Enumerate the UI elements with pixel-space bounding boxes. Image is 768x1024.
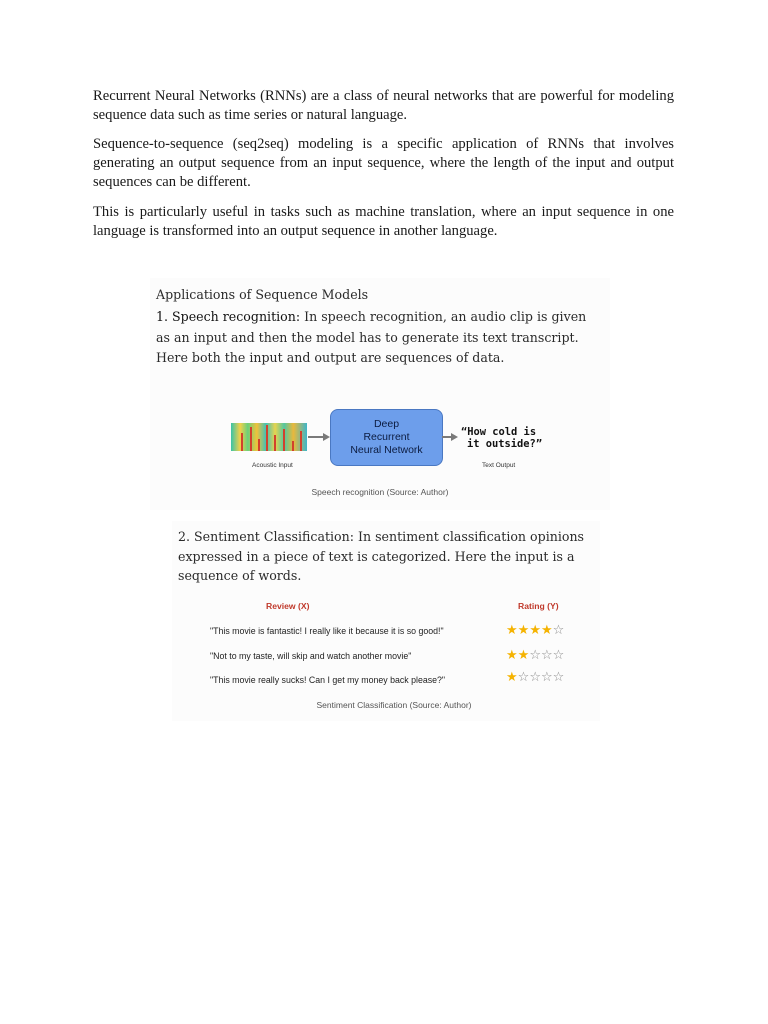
sentiment-classification-figure [172,521,600,721]
review-column-header: Review (X) [266,601,310,611]
body-paragraph-1: Recurrent Neural Networks (RNNs) are a class of neural networks that are powerful for modeling sequence data such as time series or natural language. [93,88,674,123]
star-filled-icon: ★ [506,670,518,685]
rating-column-header: Rating (Y) [518,601,559,611]
acoustic-input-label: Acoustic Input [252,462,293,469]
star-empty-icon: ☆ [529,648,541,663]
figure-caption: Speech recognition (Source: Author) [311,487,449,497]
rating-stars-3 [506,671,564,685]
text-output-label: Text Output [482,462,516,469]
sentiment-text: 2. Sentiment Classification: In sentiment classification opinions expressed in a piece of text is categorized. Here the input is a sequence of words. [178,529,585,583]
figure-title: Applications of Sequence Models [156,287,369,302]
star-filled-icon: ★ [540,623,553,638]
review-row-1: "This movie is fantastic! I really like it because it is so good!" [210,626,444,636]
review-row-3: "This movie really sucks! Can I get my money back please?" [210,675,446,685]
star-empty-icon: ☆ [540,648,553,663]
spectrogram-image [231,423,307,451]
rnn-box: Deep Recurrent Neural Network [330,409,443,466]
star-empty-icon: ☆ [552,648,565,663]
body-paragraph-2: Sequence-to-sequence (seq2seq) modeling is a specific application of RNNs that involves generating an output sequence from an input sequence, where the length of the input and output sequences can be different. [93,136,674,190]
star-empty-icon: ☆ [529,670,541,685]
star-filled-icon: ★ [506,623,518,638]
rating-stars-2 [506,649,564,663]
output-transcript: “How cold is it outside?” [461,426,543,450]
star-filled-icon: ★ [506,648,518,663]
speech-recognition-figure [150,278,610,510]
figure-caption: Sentiment Classification (Source: Author) [316,700,472,710]
star-filled-icon: ★ [517,623,530,638]
star-filled-icon: ★ [517,648,530,663]
input-arrow-head [323,433,330,441]
star-empty-icon: ☆ [552,623,565,638]
star-empty-icon: ☆ [552,670,565,685]
rating-stars-1 [506,624,564,638]
star-filled-icon: ★ [529,623,541,638]
body-paragraph-3: This is particularly useful in tasks such as machine translation, where an input sequence in one language is transformed into an output sequence in another language. [93,204,674,239]
review-row-2: "Not to my taste, will skip and watch another movie" [210,651,412,661]
star-empty-icon: ☆ [540,670,553,685]
input-arrow [308,436,324,438]
output-arrow-head [451,433,458,441]
star-empty-icon: ☆ [517,670,530,685]
speech-recognition-text: 1. Speech recognition: In speech recognition, an audio clip is given as an input and then the model has to generate its text transcript. Here both the input and output are sequences of data. [156,309,587,365]
